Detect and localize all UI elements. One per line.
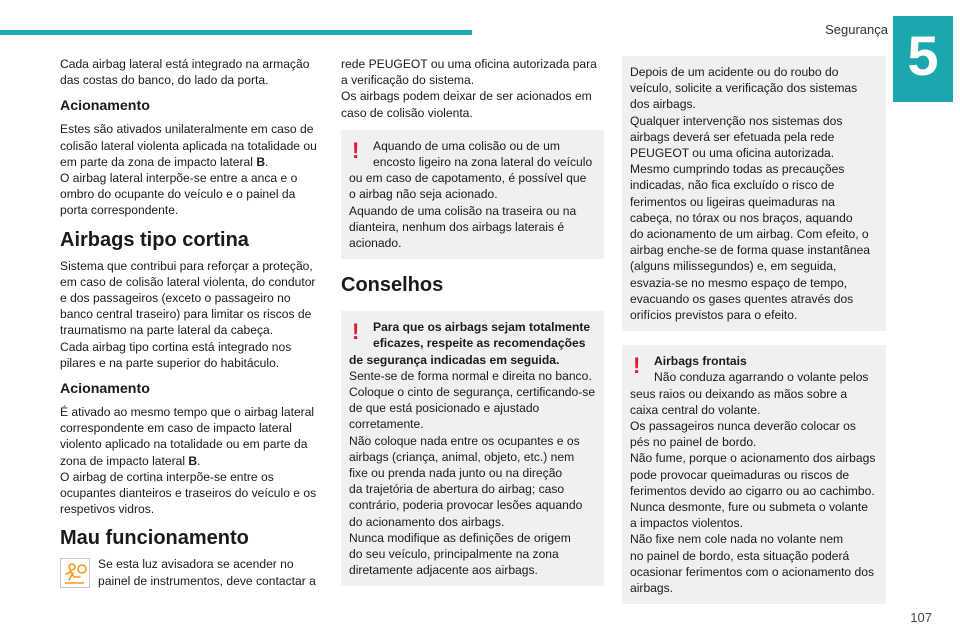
text-line: dianteira, nenhum dos airbags laterais é (349, 219, 565, 234)
text-line: acionado. (349, 236, 402, 251)
text-line: Os airbags podem deixar de ser acionados em (341, 89, 592, 104)
text-line: airbags. (630, 581, 674, 596)
column-3 (622, 56, 886, 614)
text-line: Mesmo cumprindo todas as precauções (630, 162, 845, 177)
cortina-paragraph (60, 258, 322, 371)
note-box-acidente (622, 56, 886, 331)
text-line: corretamente. (349, 417, 424, 432)
heading-mau-funcionamento: Mau funcionamento (60, 527, 249, 550)
text-line: o airbag não seja acionado. (349, 187, 498, 202)
text-line: Sente-se de forma normal e direita no banco. (349, 368, 592, 383)
text-line: diretamente adjacente aos airbags. (349, 563, 538, 578)
text-line: ferimentos ou ligeiras queimaduras na (630, 194, 836, 209)
warning-light-row (60, 556, 322, 588)
text-line: ou em caso de capotamento, é possível que (349, 171, 587, 186)
text-line: Aquando de uma colisão ou de um (373, 138, 560, 153)
text-line: caso de colisão violenta. (341, 105, 473, 120)
column-1 (60, 56, 322, 589)
text-line: ocasionar ferimentos com o acionamento dos (630, 564, 875, 579)
text-line: Não fume, porque o acionamento dos airbags (630, 451, 876, 466)
text-line: PEUGEOT ou uma oficina autorizada. (630, 146, 835, 161)
text-line: de segurança indicadas em seguida. (349, 352, 560, 367)
text-line: orifícios previstos para o efeito. (630, 308, 798, 323)
text-line: a verificação do sistema. (341, 73, 475, 88)
text-line: airbags (criança, animal, objeto, etc.) nem (349, 449, 575, 464)
text-line: da trajetória de abertura do airbag; caso (349, 482, 565, 497)
text-line: banco central traseiro) para limitar os riscos de (60, 307, 312, 322)
text-line: Não coloque nada entre os ocupantes e os (349, 433, 580, 448)
text-line: indicadas, não fica excluído o risco de (630, 178, 835, 193)
text-line: Os passageiros nunca deverão colocar os (630, 419, 856, 434)
text-line: a impactos violentos. (630, 516, 743, 531)
text-line: correspondente em caso de impacto lateral (60, 421, 292, 436)
text-line: seus raios ou deixando as mãos sobre a (630, 386, 848, 401)
text-line: pode provocar queimaduras ou riscos de (630, 467, 850, 482)
text-line: pés no painel de bordo. (630, 435, 757, 450)
text-line: no painel de bordo, esta situação poderá (630, 548, 850, 563)
text-line: respetivos vidros. (60, 502, 155, 517)
text-line: Estes são ativados unilateralmente em caso de (60, 122, 314, 137)
text-line: violento aplicado na totalidade ou em parte da (60, 437, 308, 452)
text-line: Não conduza agarrando o volante pelos (654, 370, 869, 385)
text-line: fixe ou prenda nada junto ou na direção (349, 466, 563, 481)
exclamation-icon: ! (352, 137, 360, 163)
text-line: caixa central do volante. (630, 402, 761, 417)
text-line: esvazia-se no mesmo espaço de tempo, (630, 275, 848, 290)
text-line: O airbag lateral interpõe-se entre a anca e o (60, 171, 298, 186)
text-line: Nunca modifique as definições de origem (349, 530, 571, 545)
acionamento-1-paragraph (60, 121, 322, 218)
text-line: Coloque o cinto de segurança, certificando-se (349, 385, 596, 400)
exclamation-icon: ! (633, 353, 641, 379)
text-line: painel de instrumentos, deve contactar a (98, 573, 316, 588)
text-line: encosto ligeiro na zona lateral do veículo (373, 155, 593, 170)
heading-acionamento-1: Acionamento (60, 98, 150, 115)
text-line: Cada airbag lateral está integrado na armação (60, 57, 310, 71)
text-line: do acionamento dos airbags. (349, 514, 505, 529)
text-line: em parte da zona de impacto lateral B. (60, 154, 269, 169)
text-line: Sistema que contribui para reforçar a proteção, (60, 258, 313, 273)
text-line: contrário, poderia provocar lesões aquando (349, 498, 583, 513)
heading-acionamento-2: Acionamento (60, 381, 150, 398)
text-line: Não fixe nem cole nada no volante nem (630, 532, 844, 547)
section-title: Segurança (825, 22, 888, 37)
text-line: Depois de um acidente ou do roubo do (630, 65, 839, 79)
text-line: pilares e na parte superior do habitáculo. (60, 355, 280, 370)
text-line: ocupantes dianteiros e traseiros do veículo e os (60, 486, 317, 501)
text-line: airbags deverá ser efetuada pela rede (630, 129, 835, 144)
page-number: 107 (910, 610, 932, 625)
text-line: do seu veículo, principalmente na zona (349, 547, 559, 562)
note-box-recomendacoes (341, 311, 604, 586)
text-line: Aquando de uma colisão na traseira ou na (349, 203, 577, 218)
text-line: de que está posicionado e ajustado (349, 401, 540, 416)
text-line: cabeça, no tórax ou nos braços, aquando (630, 210, 853, 225)
acionamento-2-paragraph (60, 404, 322, 517)
header-accent-bar (0, 30, 472, 35)
text-line: Nunca desmonte, fure ou submeta o volante (630, 500, 868, 515)
intro-paragraph (60, 56, 322, 88)
warning-light-text (98, 556, 316, 588)
exclamation-icon: ! (352, 319, 360, 345)
text-line: dos airbags. (630, 97, 696, 112)
note-title: Airbags frontais (654, 354, 747, 369)
text-line: (alguns milissegundos) e, em seguida, (630, 259, 837, 274)
chapter-badge: 5 (893, 16, 953, 102)
heading-airbags-cortina: Airbags tipo cortina (60, 228, 249, 251)
continuation-paragraph (341, 56, 604, 121)
note-box-capotamento (341, 130, 604, 259)
text-line: É ativado ao mesmo tempo que o airbag lateral (60, 405, 315, 420)
text-line: ombro do ocupante do veículo e o painel da (60, 187, 296, 202)
text-line: do acionamento de um airbag. Com efeito, o (630, 227, 869, 242)
text-line: rede PEUGEOT ou uma oficina autorizada para (341, 57, 597, 71)
text-line: ferimentos devido ao cigarro ou ao cachimbo. (630, 483, 875, 498)
text-line: veículo, solicite a verificação dos sistemas (630, 81, 858, 96)
text-line: e dos passageiros (exceto o passageiro no (60, 291, 291, 306)
note-box-airbags-frontais (622, 345, 886, 604)
column-2 (341, 56, 604, 596)
text-line: O airbag de cortina interpõe-se entre os (60, 469, 274, 484)
text-line: traumatismo na parte lateral da cabeça. (60, 323, 274, 338)
text-line: Cada airbag tipo cortina está integrado nos (60, 339, 292, 354)
text-line: eficazes, respeite as recomendações (373, 336, 586, 351)
text-line: das costas do banco, do lado da porta. (60, 73, 269, 88)
text-line: Se esta luz avisadora se acender no (98, 557, 294, 572)
text-line: evacuando os gases quentes através dos (630, 291, 854, 306)
text-line: airbag enche-se de forma quase instantânea (630, 243, 871, 258)
text-line: colisão lateral violenta aplicada na totalidade ou (60, 138, 317, 153)
text-line: porta correspondente. (60, 203, 179, 218)
heading-conselhos: Conselhos (341, 274, 444, 297)
text-line: Para que os airbags sejam totalmente (373, 320, 591, 335)
text-line: Qualquer intervenção nos sistemas dos (630, 113, 843, 128)
airbag-warning-light-icon (60, 558, 90, 588)
text-line: em caso de colisão lateral violenta, do condutor (60, 274, 316, 289)
text-line: zona de impacto lateral B. (60, 453, 201, 468)
